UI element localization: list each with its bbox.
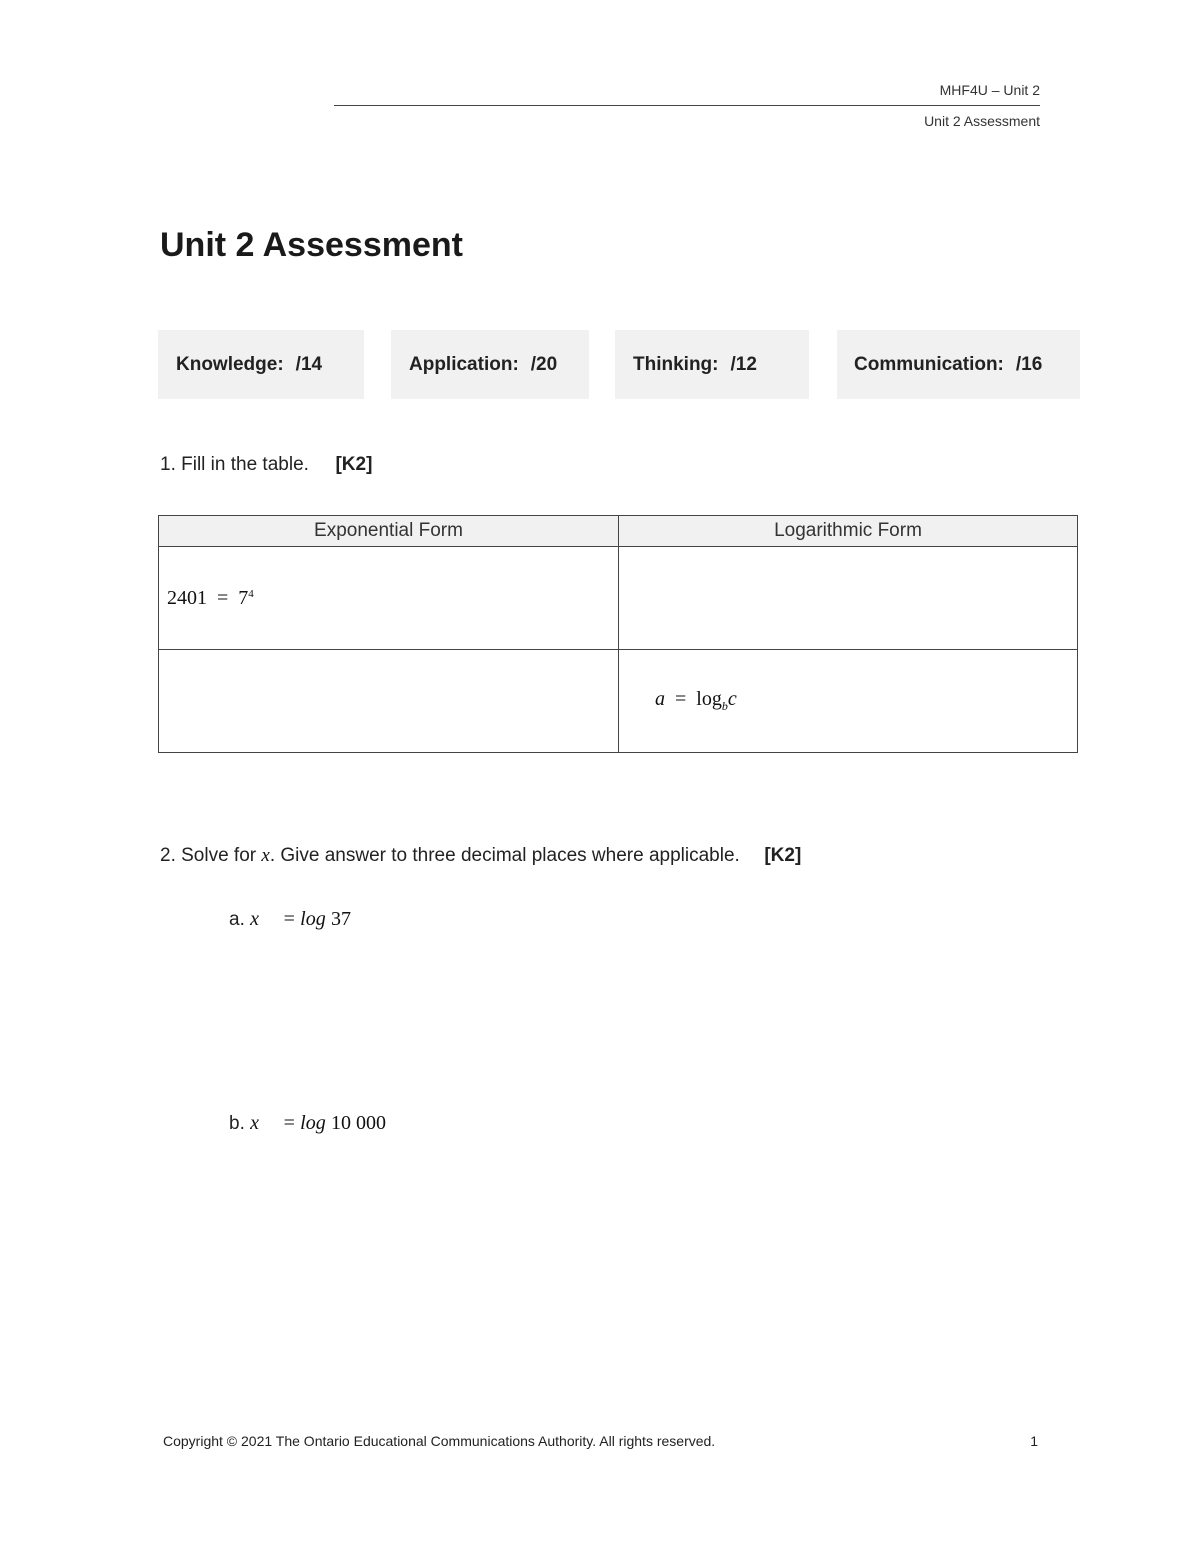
log-base: b xyxy=(721,699,728,713)
header-exponential: Exponential Form xyxy=(159,516,619,547)
conversion-table xyxy=(158,515,1078,753)
question-1-text: 1. Fill in the table. xyxy=(160,454,309,475)
cell-exp-answer[interactable] xyxy=(159,650,619,753)
question-2a xyxy=(229,908,351,931)
question-1 xyxy=(160,454,372,476)
question-2-tag: [K2] xyxy=(764,845,802,866)
score-box-knowledge xyxy=(158,330,364,399)
log-fn: log xyxy=(696,688,722,710)
score-box-thinking xyxy=(615,330,809,399)
score-label: Application: xyxy=(409,353,519,375)
log-lhs: a xyxy=(655,688,665,710)
table-header-row xyxy=(159,516,1078,547)
score-label: Knowledge: xyxy=(176,353,284,375)
part-var: x xyxy=(250,908,260,930)
question-2-text-before: 2. Solve for xyxy=(160,845,262,866)
question-1-tag: [K2] xyxy=(335,454,373,475)
header-logarithmic: Logarithmic Form xyxy=(619,516,1078,547)
table-row xyxy=(159,650,1078,753)
exp-exponent: 4 xyxy=(248,587,254,600)
part-fn: log xyxy=(300,908,326,930)
score-box-communication xyxy=(837,330,1080,399)
score-value: /14 xyxy=(295,353,323,375)
log-arg: c xyxy=(727,688,737,710)
exp-equation xyxy=(167,587,254,609)
question-2-text-after: . Give answer to three decimal places where applicable. xyxy=(269,845,740,866)
header-course: MHF4U – Unit 2 xyxy=(939,82,1040,98)
exp-eq: = xyxy=(217,586,229,609)
part-label: a. xyxy=(229,909,245,930)
cell-log-answer[interactable] xyxy=(619,547,1078,650)
log-equation xyxy=(655,688,737,713)
part-eq: = xyxy=(283,1112,295,1134)
part-eq: = xyxy=(283,908,295,930)
header-subtitle: Unit 2 Assessment xyxy=(924,113,1040,129)
part-fn: log xyxy=(300,1112,326,1134)
log-eq: = xyxy=(675,688,687,710)
question-2 xyxy=(160,845,801,867)
score-value: /20 xyxy=(530,353,558,375)
score-value: /16 xyxy=(1015,353,1043,375)
score-value: /12 xyxy=(730,353,757,375)
question-2-var: x xyxy=(261,845,270,866)
part-label: b. xyxy=(229,1113,245,1134)
part-arg: 37 xyxy=(331,908,351,930)
page-number: 1 xyxy=(1030,1433,1038,1449)
cell-log-given xyxy=(619,650,1078,753)
exp-base: 7 xyxy=(238,586,249,609)
score-label: Communication: xyxy=(854,353,1004,375)
cell-exp-given xyxy=(159,547,619,650)
footer-copyright: Copyright © 2021 The Ontario Educational Communications Authority. All rights reserved. xyxy=(163,1433,716,1449)
table-row xyxy=(159,547,1078,650)
header-rule xyxy=(334,105,1040,106)
question-2b xyxy=(229,1112,386,1135)
page-title: Unit 2 Assessment xyxy=(160,226,463,264)
part-var: x xyxy=(250,1112,260,1134)
part-arg: 10 000 xyxy=(331,1112,386,1134)
score-label: Thinking: xyxy=(633,353,719,375)
score-box-application xyxy=(391,330,589,399)
exp-lhs: 2401 xyxy=(167,586,207,609)
